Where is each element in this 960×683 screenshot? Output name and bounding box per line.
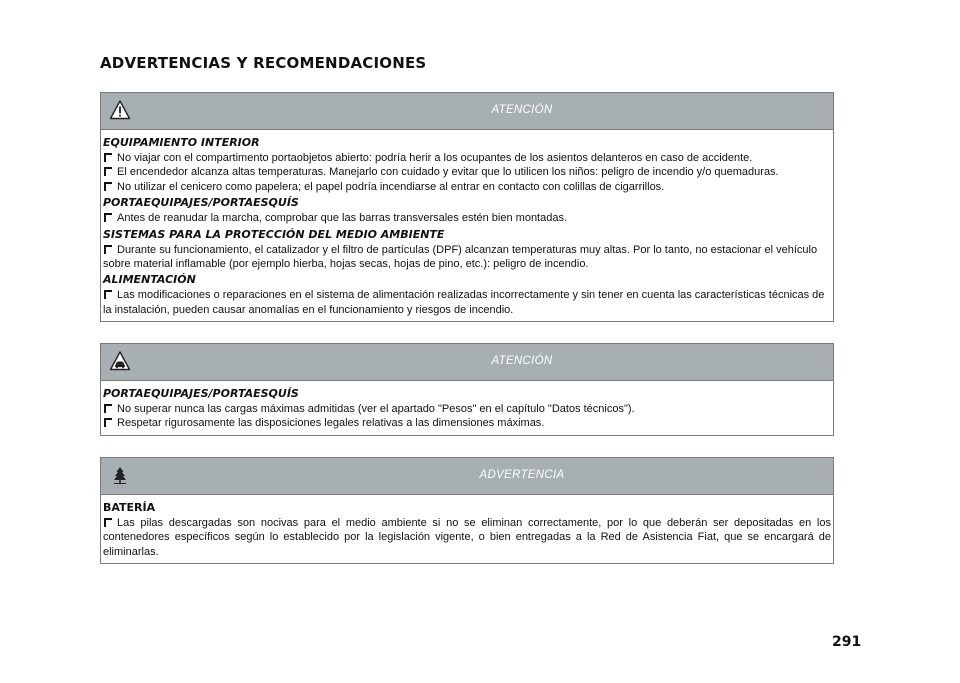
list-item: [103, 165, 831, 179]
list-item: [103, 211, 831, 225]
box-header-title: ATENCIÓN: [491, 104, 553, 116]
bullet-icon: [104, 182, 112, 190]
list-item-text: Durante su funcionamiento, el catalizador y el filtro de partículas (DPF) alcanzan temperaturas muy altas. Por lo tanto, no estacionar el vehículo sobre material inflamable (por ejemplo hierba, hojas secas, hojas de pino, etc.): peligro de incendio.: [103, 243, 818, 271]
section-heading: PORTAEQUIPAJES/PORTAESQUÍS: [103, 196, 299, 210]
section-heading: SISTEMAS PARA LA PROTECCIÓN DEL MEDIO AMBIENTE: [103, 227, 445, 241]
page-title: ADVERTENCIAS Y RECOMENDACIONES: [100, 54, 427, 72]
bullet-icon: [104, 153, 112, 161]
list-item: [103, 402, 831, 416]
box-header: [101, 93, 833, 130]
list-item-text: Antes de reanudar la marcha, comprobar que las barras transversales estén bien montadas.: [117, 212, 568, 225]
bullet-icon: [104, 213, 112, 221]
box-header-title: ATENCIÓN: [491, 355, 553, 367]
bullet-icon: [104, 245, 112, 253]
section-heading: EQUIPAMIENTO INTERIOR: [103, 136, 260, 149]
list-item-text: Las pilas descargadas son nocivas para el medio ambiente si no se eliminan correctamente, por lo que deberán ser depositadas en los contenedores específicos según lo establecido por la legislación vigente, o bien entregadas a la Red de Asistencia Fiat, que se encargará de eliminarlas.: [103, 517, 831, 558]
box-body: [101, 381, 833, 435]
box-header: [101, 344, 833, 381]
box-header-title: ADVERTENCIA: [479, 469, 565, 481]
box-body: [101, 495, 833, 563]
list-item: [103, 151, 831, 165]
list-item-text: El encendedor alcanza altas temperaturas. Manejarlo con cuidado y evitar que lo utilicen los niños: peligro de incendio y/o quemaduras.: [117, 166, 779, 179]
list-item: [103, 416, 831, 430]
warning-box-interior: [100, 92, 834, 322]
list-item-text: No viajar con el compartimento portaobjetos abierto: podría herir a los ocupantes de los asientos delanteros en caso de accidente.: [117, 152, 753, 164]
bullet-icon: [104, 167, 112, 175]
bullet-icon: [104, 518, 112, 526]
bullet-icon: [104, 418, 112, 426]
list-item: [103, 288, 831, 317]
box-body: [101, 130, 833, 321]
list-item: [103, 180, 831, 194]
section-heading: BATERÍA: [103, 501, 156, 514]
warning-box-roof-rack: [100, 343, 834, 436]
list-item-text: No utilizar el cenicero como papelera; el papel podría incendiarse al entrar en contacto con colillas de cigarrillos.: [117, 180, 665, 193]
page-number: 291: [832, 634, 862, 650]
list-item-text: Las modificaciones o reparaciones en el sistema de alimentación realizadas incorrectamente y sin tener en cuenta las características técnicas de la instalación, pueden causar anomalías en el funcionamiento y riesgos de incendio.: [103, 289, 825, 316]
list-item-text: No superar nunca las cargas máximas admitidas (ver el apartado "Pesos" en el capítulo "Datos técnicos").: [117, 403, 635, 415]
bullet-icon: [104, 290, 112, 298]
list-item: [103, 243, 831, 272]
list-item: [103, 516, 831, 559]
box-header: [101, 458, 833, 495]
section-heading: ALIMENTACIÓN: [103, 273, 196, 287]
list-item-text: Respetar rigurosamente las disposiciones legales relativas a las dimensiones máximas.: [117, 417, 545, 430]
section-heading: PORTAEQUIPAJES/PORTAESQUÍS: [103, 387, 299, 400]
advisory-box-battery: [100, 457, 834, 564]
bullet-icon: [104, 404, 112, 412]
